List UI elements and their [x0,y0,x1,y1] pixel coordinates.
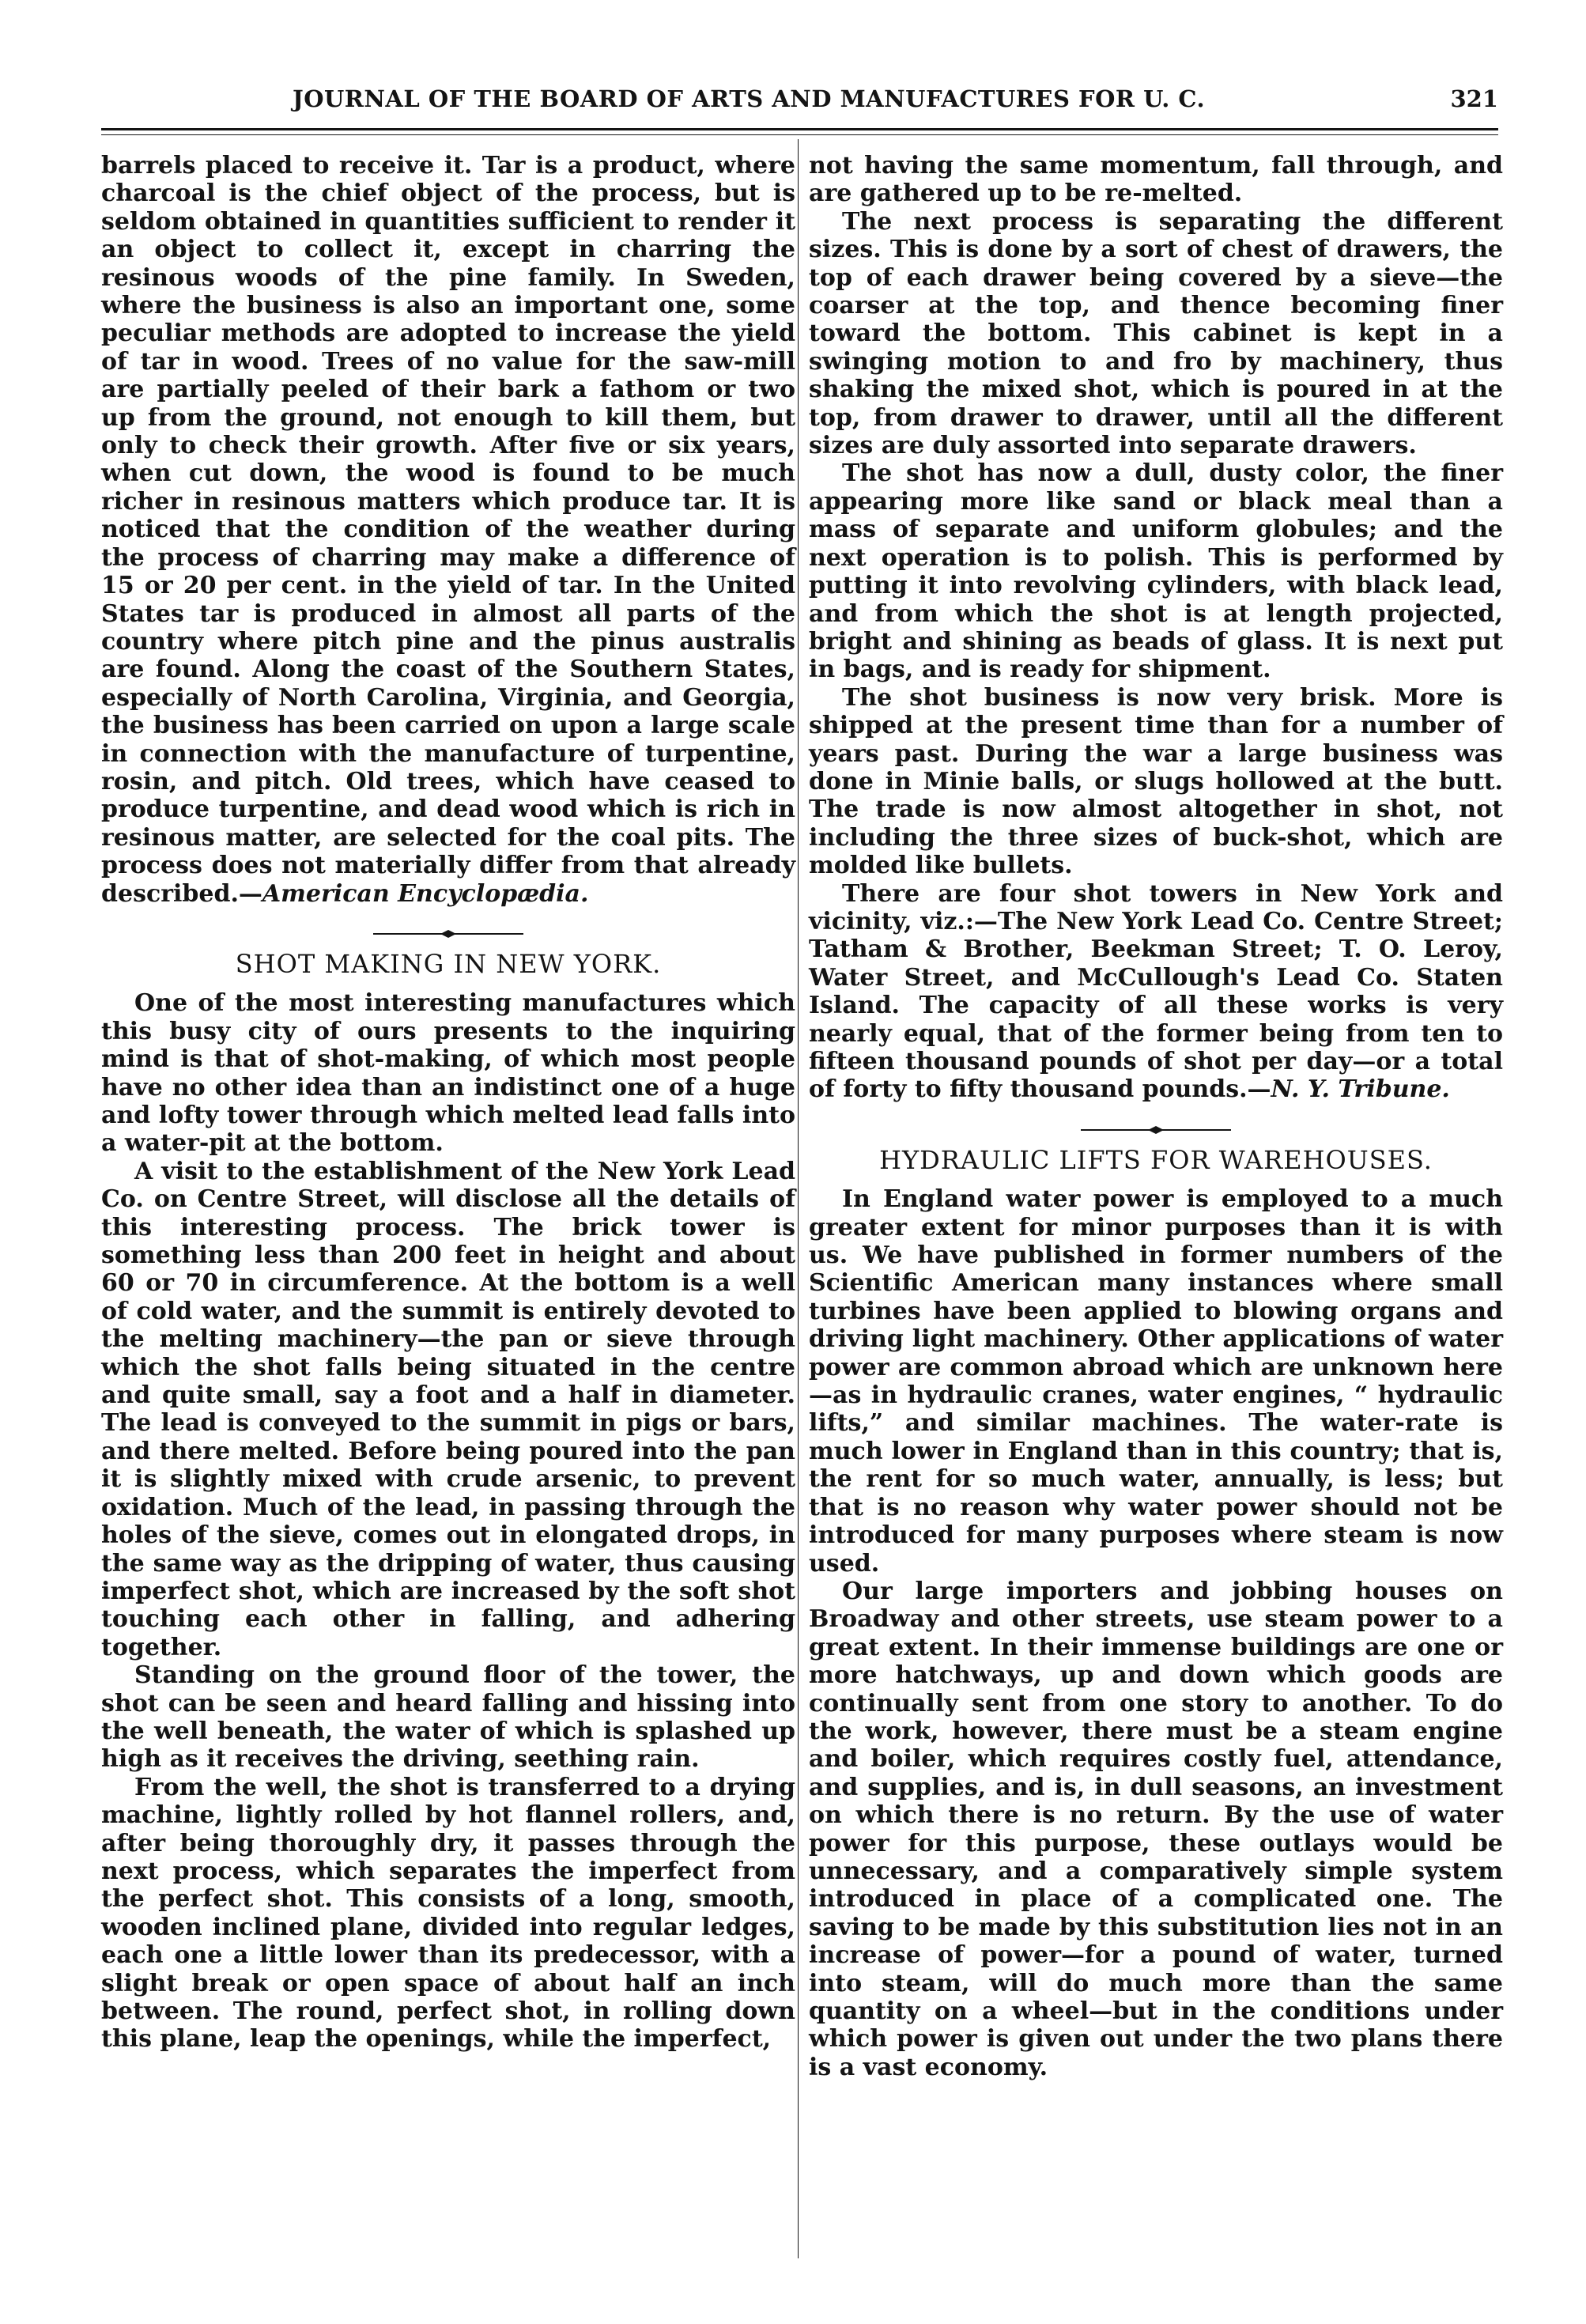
paragraph: The next process is separating the different sizes. This is done by a sort of chest of drawers, the top of each drawer being covered by a sieve—the coarser at the top, and thence becoming finer toward the bottom. This cabinet is kept in a swinging motion to and fro by machinery, thus shaking the mixed shot, which is poured in at the top, from drawer to drawer, until all the different sizes are duly assorted into separate drawers. [809,207,1503,460]
paragraph: A visit to the establishment of the New York Lead Co. on Centre Street, will disclose all the details of this interesting process. The brick tower is something less than 200 feet in height and about 60 or 70 in circumference. At the bottom is a well of cold water, and the summit is entirely devoted to the melting machinery—the pan or sieve through which the shot falls being situated in the centre and quite small, say a foot and a half in diameter. The lead is conveyed to the summit in pigs or bars, and there melted. Before being poured into the pan it is slightly mixed with crude arsenic, to prevent oxidation. Much of the lead, in passing through the holes of the sieve, comes out in elongated drops, in the same way as the dripping of water, thus causing imperfect shot, which are increased by the soft shot touching each other in falling, and adhering together. [101,1157,795,1661]
paragraph: Our large importers and jobbing houses on Broadway and other streets, use steam power to a great extent. In their immense buildings are one or more hatchways, up and down which goods are continually sent from one story to another. To do the work, however, there must be a steam engine and boiler, which requires costly fuel, attendance, and supplies, and is, in dull seasons, an investment on which there is no return. By the use of water power for this purpose, these outlays would be unnecessary, and a comparatively simple system introduced in place of a complicated one. The saving to be made by this substitution lies not in an increase of power—for a pound of water, turned into steam, will do much more than the same quantity on a wheel—but in the conditions under which power is given out under the two plans there is a vast economy. [809,1577,1503,2081]
section-title-shot-making: SHOT MAKING IN NEW YORK. [235,948,662,979]
column-divider [798,139,799,2258]
paragraph: The shot business is now very brisk. More is shipped at the present time than for a number of years past. During the war a large business was done in Minie balls, or slugs hollowed at the butt. The trade is now almost altogether in shot, not including the three sizes of buck-shot, which are molded like bullets. [809,683,1503,880]
section-divider-ornament [373,928,523,939]
page-number: 321 [1450,85,1498,112]
paragraph [809,880,1503,1104]
continued-paragraph: not having the same momentum, fall through, and are gathered up to be re-melted. [809,152,1503,208]
paragraph: From the well, the shot is transferred to a drying machine, lightly rolled by hot flannel rollers, and, after being thoroughly dry, it passes through the next process, which separates the imperfect from the perfect shot. This consists of a long, smooth, wooden inclined plane, divided into regular ledges, each one a little lower than its predecessor, with a slight break or open space of about half an inch between. The round, perfect shot, in rolling down this plane, leap the openings, while the imperfect, [101,1773,795,2054]
journal-title: JOURNAL OF THE BOARD OF ARTS AND MANUFACTURES FOR U. C. [293,85,1206,112]
section-divider-ornament [1081,1124,1231,1136]
source-citation: N. Y. Tribune. [1271,1075,1450,1104]
header-rule-thick [101,128,1498,130]
section-title-hydraulic-lifts: HYDRAULIC LIFTS FOR WAREHOUSES. [879,1144,1433,1175]
paragraph: The shot has now a dull, dusty color, the finer appearing more like sand or black meal than a mass of separate and uniform globules; and the next operation is to polish. This is performed by putting it into revolving cylinders, with black lead, and from which the shot is at length projected, bright and shining as beads of glass. It is next put in bags, and is ready for shipment. [809,459,1503,684]
paragraph: Standing on the ground floor of the tower, the shot can be seen and heard falling and hissing into the well beneath, the water of which is splashed up high as it receives the driving, seething rain. [101,1661,795,1774]
source-citation: American Encyclopædia. [262,879,589,908]
running-header [261,85,1498,120]
paragraph: In England water power is employed to a much greater extent for minor purposes than it is with us. We have published in former numbers of the Scientific American many instances where small turbines have been applied to blowing organs and driving light machinery. Other applications of water power are common abroad which are unknown here—as in hydraulic cranes, water engines, “ hydraulic lifts,” and similar machines. The water-rate is much lower in England than in this country; that is, the rent for so much water, annually, is less; but that is no reason why water power should not be introduced for many purposes where steam is now used. [809,1185,1503,1578]
continued-text: barrels placed to receive it. Tar is a product, where charcoal is the chief object of the process, but is seldom obtained in quantities sufficient to render it an object to collect it, except in charring the resinous woods of the pine family. In Sweden, where the business is also an important one, some peculiar methods are adopted to increase the yield of tar in wood. Trees of no value for the saw-mill are partially peeled of their bark a fathom or two up from the ground, not enough to kill them, but only to check their growth. After five or six years, when cut down, the wood is found to be much richer in resinous matters which produce tar. It is noticed that the condition of the weather during the process of charring may make a difference of 15 or 20 per cent. in the yield of tar. In the United States tar is produced in almost all parts of the country where pitch pine and the pinus australis are found. Along the coast of the Southern States, especially of North Carolina, Virginia, and Georgia, the business has been carried on upon a large scale in connection with the manufacture of turpentine, rosin, and pitch. Old trees, which have ceased to produce turpentine, and dead wood which is rich in resinous matter, are selected for the coal pits. The process does not materially differ from that already described.— [101,152,795,908]
continued-paragraph [101,152,795,908]
right-column [809,152,1503,2081]
left-column [101,152,795,2054]
header-rule-thin [101,134,1498,135]
paragraph: One of the most interesting manufactures which this busy city of ours presents to the inquiring mind is that of shot-making, of which most people have no other idea than an indistinct one of a huge and lofty tower through which melted lead falls into a water-pit at the bottom. [101,989,795,1158]
paragraph-text: There are four shot towers in New York and vicinity, viz.:—The New York Lead Co. Centre Street; Tatham & Brother, Beekman Street; T. O. Leroy, Water Street, and McCullough's Lead Co. Staten Island. The capacity of all these works is very nearly equal, that of the former being from ten to fifteen thousand pounds of shot per day—or a total of forty to fifty thousand pounds.— [809,879,1503,1104]
